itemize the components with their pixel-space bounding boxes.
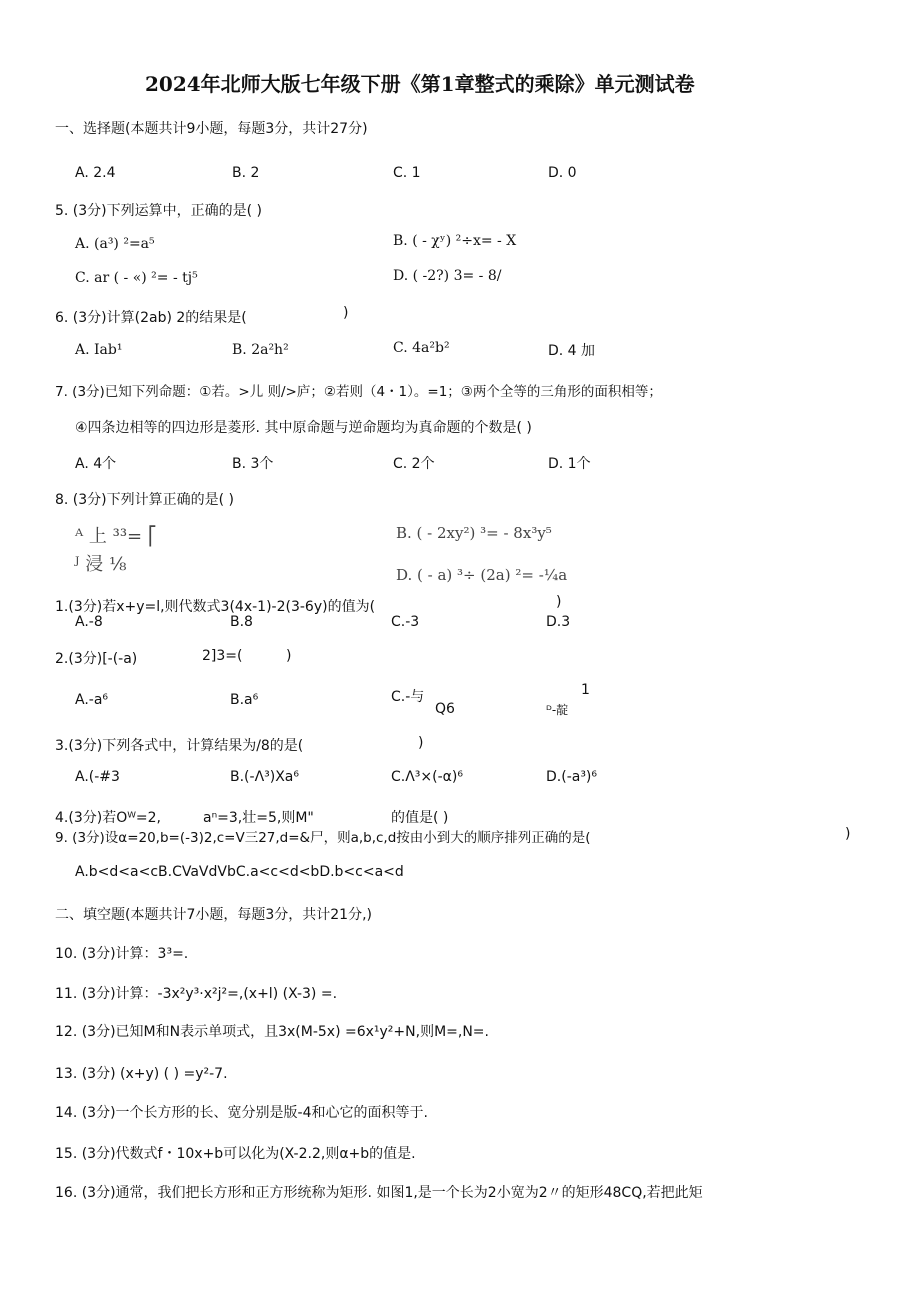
question-6-option-c: C. 4a²b²	[393, 340, 450, 356]
question-a1-option-c: C.-3	[391, 614, 420, 630]
question-5-stem: 5. (3分)下列运算中，正确的是( )	[55, 203, 263, 219]
question-a3-option-c: C.Λ³×(-α)⁶	[391, 769, 463, 785]
question-7-option-d: D. 1个	[548, 456, 591, 472]
option-b: B. 2	[232, 165, 260, 181]
question-a1-option-d: D.3	[546, 614, 571, 630]
question-7-option-a: A. 4个	[75, 456, 117, 472]
question-a3-option-d: D.(-a³)⁶	[546, 769, 598, 785]
question-8-option-a-garbled-2: ᴶ 浸 ⅛	[75, 554, 127, 575]
question-a2-option-d-top: 1	[581, 682, 590, 698]
question-14: 14. (3分)一个长方形的长、宽分别是版-4和心它的面积等于.	[55, 1105, 428, 1121]
question-7-line2: ④四条边相等的四边形是菱形. 其中原命题与逆命题均为真命题的个数是( )	[75, 420, 532, 436]
question-6-stem-end: )	[343, 305, 349, 321]
question-a2-stem-mid: 2]3=(	[202, 648, 243, 664]
question-a4-stem-end: 的值是( )	[391, 810, 449, 826]
question-a4-stem-mid: aⁿ=3,壮=5,则M"	[203, 810, 314, 826]
question-a4-stem: 4.(3分)若Oᵂ=2,	[55, 810, 162, 826]
question-a3-option-b: B.(-Λ³)Xa⁶	[230, 769, 300, 785]
question-a2-option-a: A.-a⁶	[75, 692, 109, 708]
question-9-stem: 9. (3分)设α=20,b=(-3)2,c=V三27,d=&尸，则a,b,c,d按由小到大的顺序排列正确的是(	[55, 830, 591, 846]
question-6-stem: 6. (3分)计算(2ab) 2的结果是(	[55, 310, 247, 326]
question-5-option-b: B. ( - χʸ) ²÷x= - X	[393, 233, 517, 249]
question-a2-stem-end: )	[286, 648, 292, 664]
question-6-option-a: A. Iab¹	[75, 342, 123, 358]
question-5-option-a: A. (a³) ²=a⁵	[75, 236, 155, 252]
question-15: 15. (3分)代数式f・10x+b可以化为(X-2.2,则α+b的值是.	[55, 1146, 416, 1162]
question-a1-option-a: A.-8	[75, 614, 103, 630]
question-5-option-d: D. ( -2?) 3= - 8/	[393, 268, 502, 284]
question-6-option-b: B. 2a²h²	[232, 342, 289, 358]
section-heading-fill: 二、填空题(本题共计7小题，每题3分，共计21分,)	[55, 907, 373, 923]
section-heading-choice: 一、选择题(本题共计9小题，每题3分，共计27分)	[55, 121, 368, 137]
question-13: 13. (3分) (x+y) ( ) =y²-7.	[55, 1066, 228, 1082]
question-a1-stem-end: )	[556, 594, 562, 610]
question-a3-stem: 3.(3分)下列各式中，计算结果为/8的是(	[55, 738, 304, 754]
question-7-option-b: B. 3个	[232, 456, 274, 472]
question-a1-option-b: B.8	[230, 614, 253, 630]
question-7-option-c: C. 2个	[393, 456, 435, 472]
question-a3-option-a: A.(-#3	[75, 769, 120, 785]
question-8-option-a-garbled: ᴬ 上 ³³= ⎡	[75, 526, 157, 547]
question-11: 11. (3分)计算：-3x²y³·x²j²=,(x+l) (X-3) =.	[55, 986, 338, 1002]
option-a: A. 2.4	[75, 165, 116, 181]
option-c: C. 1	[393, 165, 421, 181]
question-9-stem-end: )	[845, 826, 851, 842]
question-5-option-c: C. ar ( - «) ²= - tj⁵	[75, 270, 198, 286]
question-16: 16. (3分)通常，我们把长方形和正方形统称为矩形. 如图1,是一个长为2小宽为2〃的矩形48CQ,若把此矩	[55, 1185, 703, 1201]
question-6-option-d: D. 4 加	[548, 343, 596, 359]
question-a2-option-c-value: Q6	[435, 701, 455, 717]
question-10: 10. (3分)计算：3³=.	[55, 946, 189, 962]
page-title: 2024年北师大版七年级下册《第1章整式的乘除》单元测试卷	[145, 72, 695, 96]
question-a2-stem: 2.(3分)[-(-a)	[55, 651, 138, 667]
question-a2-option-c: C.-与	[391, 689, 425, 705]
question-9-options: A.b<d<a<cB.CVaVdVbC.a<c<d<bD.b<c<a<d	[75, 864, 404, 880]
question-12: 12. (3分)已知M和N表示单项式，且3x(M-5x) =6x¹y²+N,则M=,N=.	[55, 1024, 489, 1040]
question-a2-option-b: B.a⁶	[230, 692, 259, 708]
question-8-option-b: B. ( - 2xy²) ³= - 8x³y⁵	[396, 524, 552, 542]
question-a2-option-d: ᴰ-靛	[546, 703, 569, 717]
question-a3-stem-end: )	[418, 735, 424, 751]
question-8-option-d: D. ( - a) ³÷ (2a) ²= -¼a	[396, 566, 568, 584]
option-d: D. 0	[548, 165, 577, 181]
question-a1-stem: 1.(3分)若x+y=l,则代数式3(4x-1)-2(3-6y)的值为(	[55, 599, 376, 615]
question-7-line1: 7. (3分)已知下列命题：①若。>儿 则/>庐；②若则（4・1）。=1；③两个全等的三角形的面积相等；	[55, 384, 662, 400]
question-8-stem: 8. (3分)下列计算正确的是( )	[55, 492, 235, 508]
